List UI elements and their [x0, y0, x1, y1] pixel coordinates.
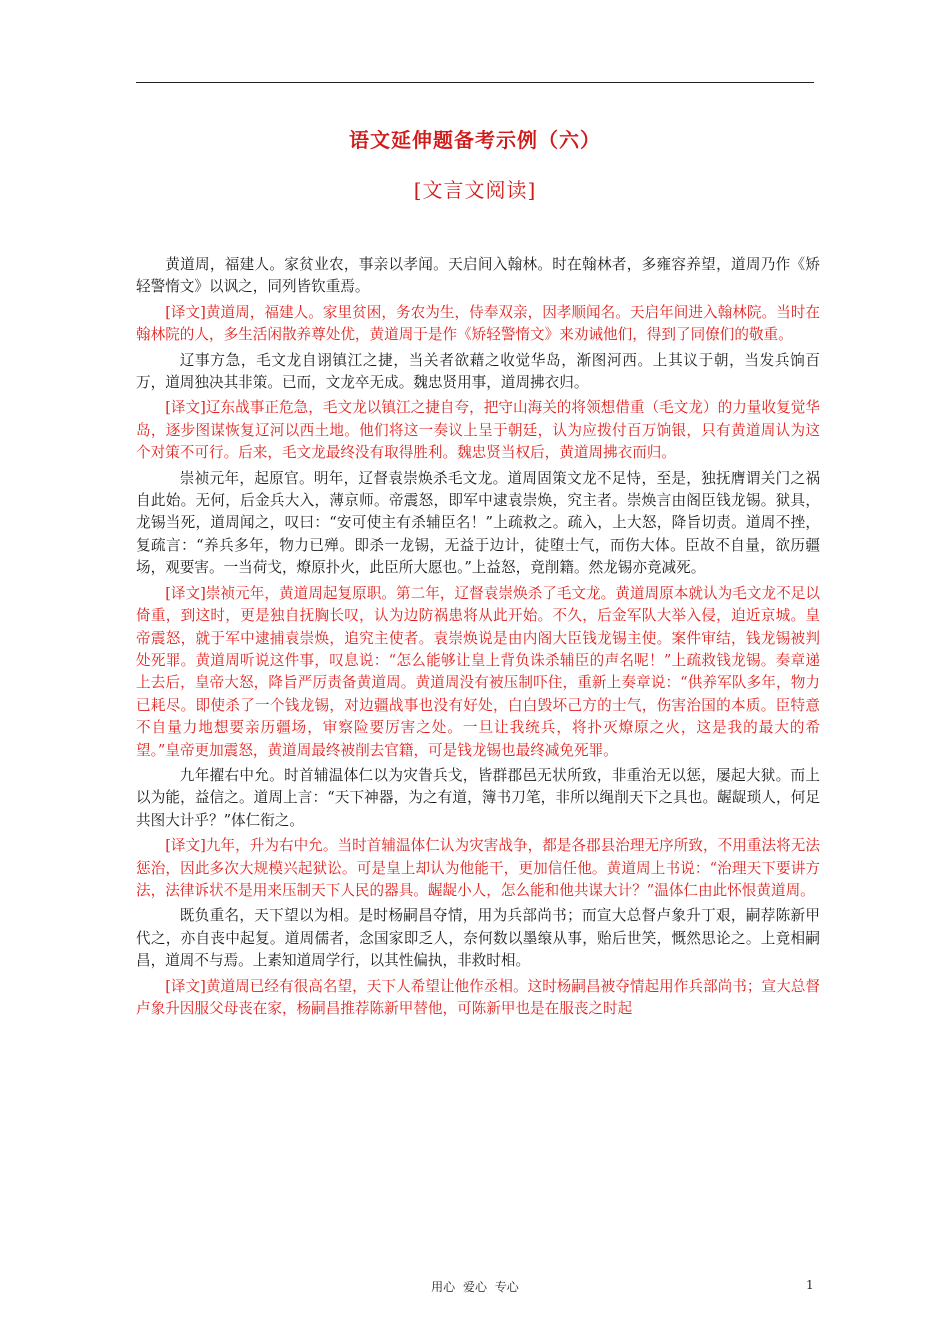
paragraph: [译文]崇祯元年，黄道周起复原职。第二年，辽督袁崇焕杀了毛文龙。黄道周原本就认为毛文龙不足以倚重，到这时，更是独自抚胸长叹，认为边防祸患将从此开始。不久，后金军队大举入侵，迫近京城。皇帝震怒，就于军中逮捕袁崇焕，追究主使者。袁崇焕说是由内阁大臣钱龙锡主使。案件审结，钱龙锡被判处死罪。黄道周听说这件事，叹息说：“怎么能够让皇上背负诛杀辅臣的声名呢！”上疏救钱龙锡。奏章递上去后，皇帝大怒，降旨严厉责备黄道周。黄道周没有被压制吓住，重新上奏章说：“供养军队多年，物力已耗尽。即使杀了一个钱龙锡，对边疆战事也没有好处，白白毁坏己方的士气，伤害治国的本质。臣特意不自量力地想要亲历疆场，审察险要厉害之处。一旦让我统兵，将扑灭燎原之火，这是我的最大的希望。”皇帝更加震怒，黄道周最终被削去官籍，可是钱龙锡也最终减免死罪。 — [136, 584, 820, 759]
paragraph: 黄道周，福建人。家贫业农，事亲以孝闻。天启间入翰林。时在翰林者，多雍容养望，道周乃作《矫轻警惰文》以讽之，同列皆钦重焉。 — [136, 256, 820, 296]
paragraph: 崇祯元年，起原官。明年，辽督袁崇焕杀毛文龙。道周固策文龙不足恃，至是，独抚膺谓关门之祸自此始。无何，后金兵大入，薄京师。帝震怒，即军中逮袁崇焕，究主者。崇焕言由阁臣钱龙锡。狱具，龙锡当死，道周闻之，叹曰：“安可使主有杀辅臣名！”上疏救之。疏入，上大怒，降旨切责。道周不挫，复疏言：“养兵多年，物力已殚。即杀一龙锡，无益于边计，徒堕士气，而伤大体。臣故不自量，欲历疆场，观要害。一当荷戈，燎原扑火，此臣所大愿也。”上益怒，竟削籍。然龙锡亦竟减死。 — [136, 469, 820, 577]
paragraph: [译文]黄道周已经有很高名望，天下人希望让他作丞相。这时杨嗣昌被夺情起用作兵部尚书；宣大总督卢象升因服父母丧在家，杨嗣昌推荐陈新甲替他，可陈新甲也是在服丧之时起 — [136, 977, 820, 1017]
paragraph: [译文]辽东战事正危急，毛文龙以镇江之捷自夸，把守山海关的将领想借重（毛文龙）的力量收复觉华岛，逐步图谋恢复辽河以西土地。他们将这一奏议上呈于朝廷，认为应拨付百万饷银，只有黄道周认为这个对策不可行。后来，毛文龙最终没有取得胜利。魏忠贤当权后，黄道周拂衣而归。 — [136, 399, 820, 462]
paragraph: [译文]九年，升为右中允。当时首辅温体仁认为灾害战争，都是各郡县治理无序所致，不用重法将无法惩治，因此多次大规模兴起狱讼。可是皇上却认为他能干，更加信任他。黄道周上书说：“治理天下要讲方法，法律诉状不是用来压制天下人民的器具。龌龊小人，怎么能和他共谋大计？”温体仁由此怀恨黄道周。 — [136, 837, 820, 899]
paragraph: [译文]黄道周，福建人。家里贫困，务农为生，侍奉双亲，因孝顺闻名。天启年间进入翰林院。当时在翰林院的人，多生活闲散养尊处优，黄道周于是作《矫轻警惰文》来劝诫他们，得到了同僚们的敬重。 — [136, 303, 820, 344]
header-rule — [136, 82, 814, 83]
section-subtitle: [文言文阅读] — [413, 178, 537, 202]
page-number: 1 — [806, 1278, 814, 1292]
paragraph: 既负重名，天下望以为相。是时杨嗣昌夺情，用为兵部尚书；而宣大总督卢象升丁艰，嗣荐陈新甲代之，亦自丧中起复。道周儒者，念国家即乏人，奈何数以墨缞从事，贻后世笑，慨然思论之。上竟相嗣昌，道周不与焉。上素知道周学行，以其性偏执，非救时相。 — [136, 907, 820, 970]
footer-motto: 用心 爱心 专心 — [431, 1280, 519, 1294]
paragraph: 辽事方急，毛文龙自诩镇江之捷，当关者欲藉之收觉华岛，渐图河西。上其议于朝，当发兵饷百万，道周独决其非策。已而，文龙卒无成。魏忠贤用事，道周拂衣归。 — [136, 351, 820, 392]
paragraph: 九年擢右中允。时首辅温体仁以为灾眚兵戈，皆群郡邑无状所致，非重治无以惩，屡起大狱。而上以为能，益信之。道周上言：“天下神器，为之有道，簿书刀笔，非所以绳削天下之具也。龌龊琐人，何足共图大计乎？”体仁衔之。 — [136, 766, 820, 829]
document-body — [136, 254, 820, 1023]
document-title: 语文延伸题备考示例（六） — [349, 128, 601, 152]
